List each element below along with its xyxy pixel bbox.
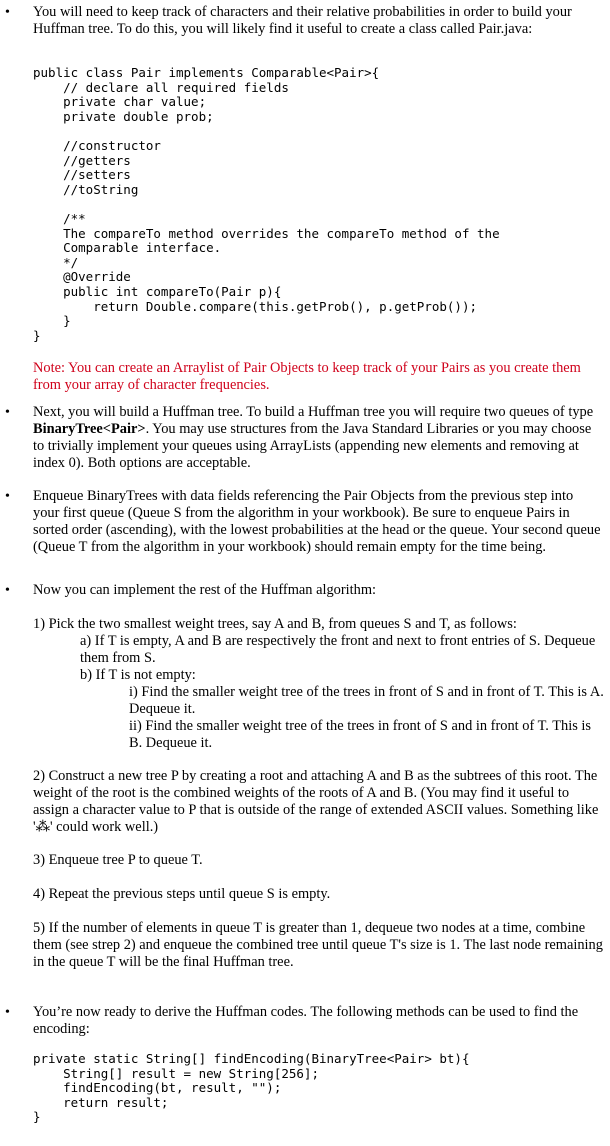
paragraph-enqueue: Enqueue BinaryTrees with data fields referencing the Pair Objects from the previous step into your first queue (Queue S from the algorithm in your workbook). Be sure to enqueue Pairs in sorted order (ascending), with the lowest probabilities at the head or the queue. Your second queue (Queue T from the algorithm in your workbook) should remain empty for the time being. [33, 488, 605, 555]
bullet-marker: • [5, 1005, 10, 1020]
p2-text-before: Next, you will build a Huffman tree. To build a Huffman tree you will require two queues of type [33, 404, 597, 420]
step-5: 5) If the number of elements in queue T is greater than 1, dequeue two nodes at a time, combine them (see strep 2) and enqueue the combined tree until queue T's size is 1. The last node remaining in the queue T will be the final Huffman tree. [33, 920, 607, 970]
bullet-marker: • [5, 5, 10, 20]
step-1: 1) Pick the two smallest weight trees, say A and B, from queues S and T, as follows: [33, 616, 517, 632]
step-1b-ii: ii) Find the smaller weight tree of the trees in front of S and in front of T. This is B. Dequeue it. [129, 718, 595, 751]
p2-type-bold: BinaryTree<Pair> [33, 421, 146, 437]
step-2: 2) Construct a new tree P by creating a root and attaching A and B as the subtrees of this root. The weight of the root is the combined weights of the roots of A and B. (You may find it useful to assign a character value to P that is outside of the range of extended ASCII values. Something like '⁂' could work well.) [33, 768, 602, 835]
step-3: 3) Enqueue tree P to queue T. [33, 852, 203, 868]
note-arraylist: Note: You can create an Arraylist of Pair Objects to keep track of your Pairs as you create them from your array of character frequencies. [33, 360, 585, 393]
code-block-pair-class: public class Pair implements Comparable<Pair>{ // declare all required fields private char value; private double prob; //constructor //getters //setters //toString /** The compareTo method overrides the compareTo method of the Comparable interface. */ @Override public int compareTo(Pair p){ return Double.compare(this.getProb(), p.getProb()); } } [33, 65, 500, 343]
bullet-marker: • [5, 583, 10, 598]
step-1a: a) If T is empty, A and B are respectively the front and next to front entries of S. Dequeue them from S. [80, 633, 599, 666]
paragraph-algorithm-intro: Now you can implement the rest of the Huffman algorithm: [33, 582, 377, 598]
paragraph-pair-intro: You will need to keep track of characters and their relative probabilities in order to build your Huffman tree. To do this, you will likely find it useful to create a class called Pair.java: [33, 4, 576, 37]
bullet-marker: • [5, 489, 10, 504]
p2-text-after: . You may use structures from the Java Standard Libraries or you may choose to trivially implement your queues using ArrayLists (appending new elements and removing at index 0). Both options are acceptable. [33, 421, 595, 471]
step-1b: b) If T is not empty: [80, 667, 196, 683]
paragraph-derive-codes: You’re now ready to derive the Huffman codes. The following methods can be used to find the encoding: [33, 1004, 582, 1037]
step-1b-i: i) Find the smaller weight tree of the trees in front of S and in front of T. This is A. Dequeue it. [129, 684, 608, 717]
bullet-marker: • [5, 405, 10, 420]
paragraph-huffman-tree [33, 404, 603, 472]
code-block-find-encoding: private static String[] findEncoding(BinaryTree<Pair> bt){ String[] result = new String[256]; findEncoding(bt, result, ""); return result; } [33, 1051, 470, 1125]
step-4: 4) Repeat the previous steps until queue S is empty. [33, 886, 331, 902]
